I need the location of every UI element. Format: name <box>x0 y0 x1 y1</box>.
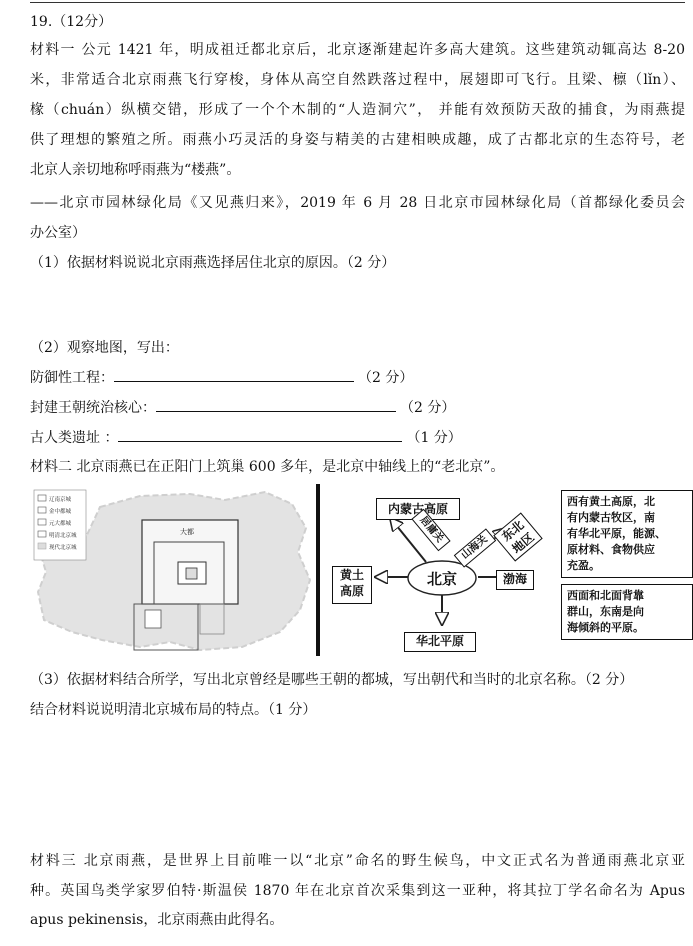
q2-item-core-score: （2 分） <box>400 400 456 416</box>
question-1: （1）依据材料说说北京雨燕选择居住北京的原因。（2 分） <box>30 255 396 271</box>
beijing-label: 北京 <box>426 570 458 588</box>
figure-divider <box>316 484 320 656</box>
material-2: 材料二 北京雨燕已在正阳门上筑巢 600 多年，是北京中轴线上的“老北京”。 <box>30 459 505 475</box>
question-3-line-2: 结合材料说说明清北京城布局的特点。（1 分） <box>30 702 317 718</box>
q2-item-defense-score: （2 分） <box>358 370 414 386</box>
material-1-line-5: 北京人亲切地称呼雨燕为“楼燕”。 <box>30 162 241 178</box>
legend-symbol-yuan <box>38 519 46 525</box>
legend-symbol-mingqing <box>38 531 46 537</box>
question-2-intro: （2）观察地图，写出： <box>30 340 179 356</box>
legend-symbol-modern <box>38 543 46 549</box>
q2-item-site-score: （1 分） <box>406 430 462 446</box>
legend-label-jin: 金中都城 <box>49 509 72 515</box>
question-header: 19.（12分） <box>30 14 113 30</box>
material-1-line-3: 椽（chuán）纵横交错，形成了一个个木制的“人造洞穴”， 并能有效预防天敌的捕食，为雨燕提 <box>30 102 685 118</box>
northeast-region-box: 东北 地区 <box>493 512 542 561</box>
legend-label-liao: 辽南京城 <box>49 497 72 503</box>
material-3-line-1: 材料三 北京雨燕，是世界上目前唯一以“北京”命名的野生候鸟，中文正式名为普通雨燕北京亚 <box>30 853 685 869</box>
juyong-pass-box: 居庸关 <box>411 509 450 551</box>
jin-zhongdu <box>145 610 161 628</box>
answer-blank-core[interactable] <box>156 397 396 412</box>
material-1-line-1: 材料一 公元 1421 年，明成祖迁都北京后，北京逐渐建起许多高大建筑。这些建筑动辄高达 8-20 <box>30 42 685 58</box>
material-1-line-4: 供了理想的繁殖之所。雨燕小巧灵活的身姿与精美的古建相映成趣，成了古都北京的生态符号，老 <box>30 132 685 148</box>
historical-city-map <box>30 482 315 657</box>
figure-area <box>30 482 690 662</box>
west-plateau-box: 黄土 高原 <box>332 566 372 604</box>
legend-label-modern: 现代北京城 <box>49 545 77 551</box>
side-note-resources: 西有黄土高原，北 有内蒙古牧区，南 有华北平原，能源、 原材料、食物供应 充盈。 <box>561 490 693 578</box>
q2-item-core <box>30 397 455 418</box>
q2-item-core-label: 封建王朝统治核心： <box>30 400 156 416</box>
east-sea-box: 渤海 <box>496 570 534 590</box>
material-1-source-2: 办公室） <box>30 225 86 241</box>
shanhai-pass-box: 山海关 <box>454 528 496 567</box>
map-label-dadu: 大都 <box>180 528 194 536</box>
question-3-line-1: （3）依据材料结合所学，写出北京曾经是哪些王朝的都城，写出朝代和当时的北京名称。（2 分） <box>30 672 634 688</box>
material-1-line-2: 米，非常适合北京雨燕飞行穿梭，身体从高空自然跌落过程中，展翅即可飞行。且梁、檩（lǐn）、 <box>30 72 685 88</box>
material-3-line-3: apus pekinensis，北京雨燕由此得名。 <box>30 912 284 928</box>
material-1-source-1: ——北京市园林绿化局《又见燕归来》，2019 年 6 月 28 日北京市园林绿化局（首都绿化委员会 <box>30 195 685 211</box>
q2-item-site-label: 古人类遗址 ： <box>30 430 119 446</box>
q2-item-defense-label: 防御性工程： <box>30 370 114 386</box>
legend-symbol-liao <box>38 495 46 501</box>
answer-blank-site[interactable] <box>118 427 402 442</box>
side-note-terrain: 西面和北面背靠 群山，东南是向 海倾斜的平原。 <box>561 584 693 640</box>
q2-item-defense <box>30 367 413 388</box>
north-plateau-box: 内蒙古高原 <box>376 498 460 520</box>
q2-item-site <box>30 427 462 448</box>
forbidden-city <box>186 568 197 579</box>
material-3-line-2: 种。英国鸟类学家罗伯特·斯温侯 1870 年在北京首次采集到这一亚种，将其拉丁学名命名为 Apus <box>30 883 685 899</box>
top-rule <box>30 2 685 3</box>
legend-symbol-jin <box>38 507 46 513</box>
legend-label-yuan: 元大都城 <box>49 521 72 527</box>
answer-blank-defense[interactable] <box>114 367 354 382</box>
south-plain-box: 华北平原 <box>404 632 476 652</box>
legend-label-mingqing: 明清北京城 <box>49 533 77 539</box>
